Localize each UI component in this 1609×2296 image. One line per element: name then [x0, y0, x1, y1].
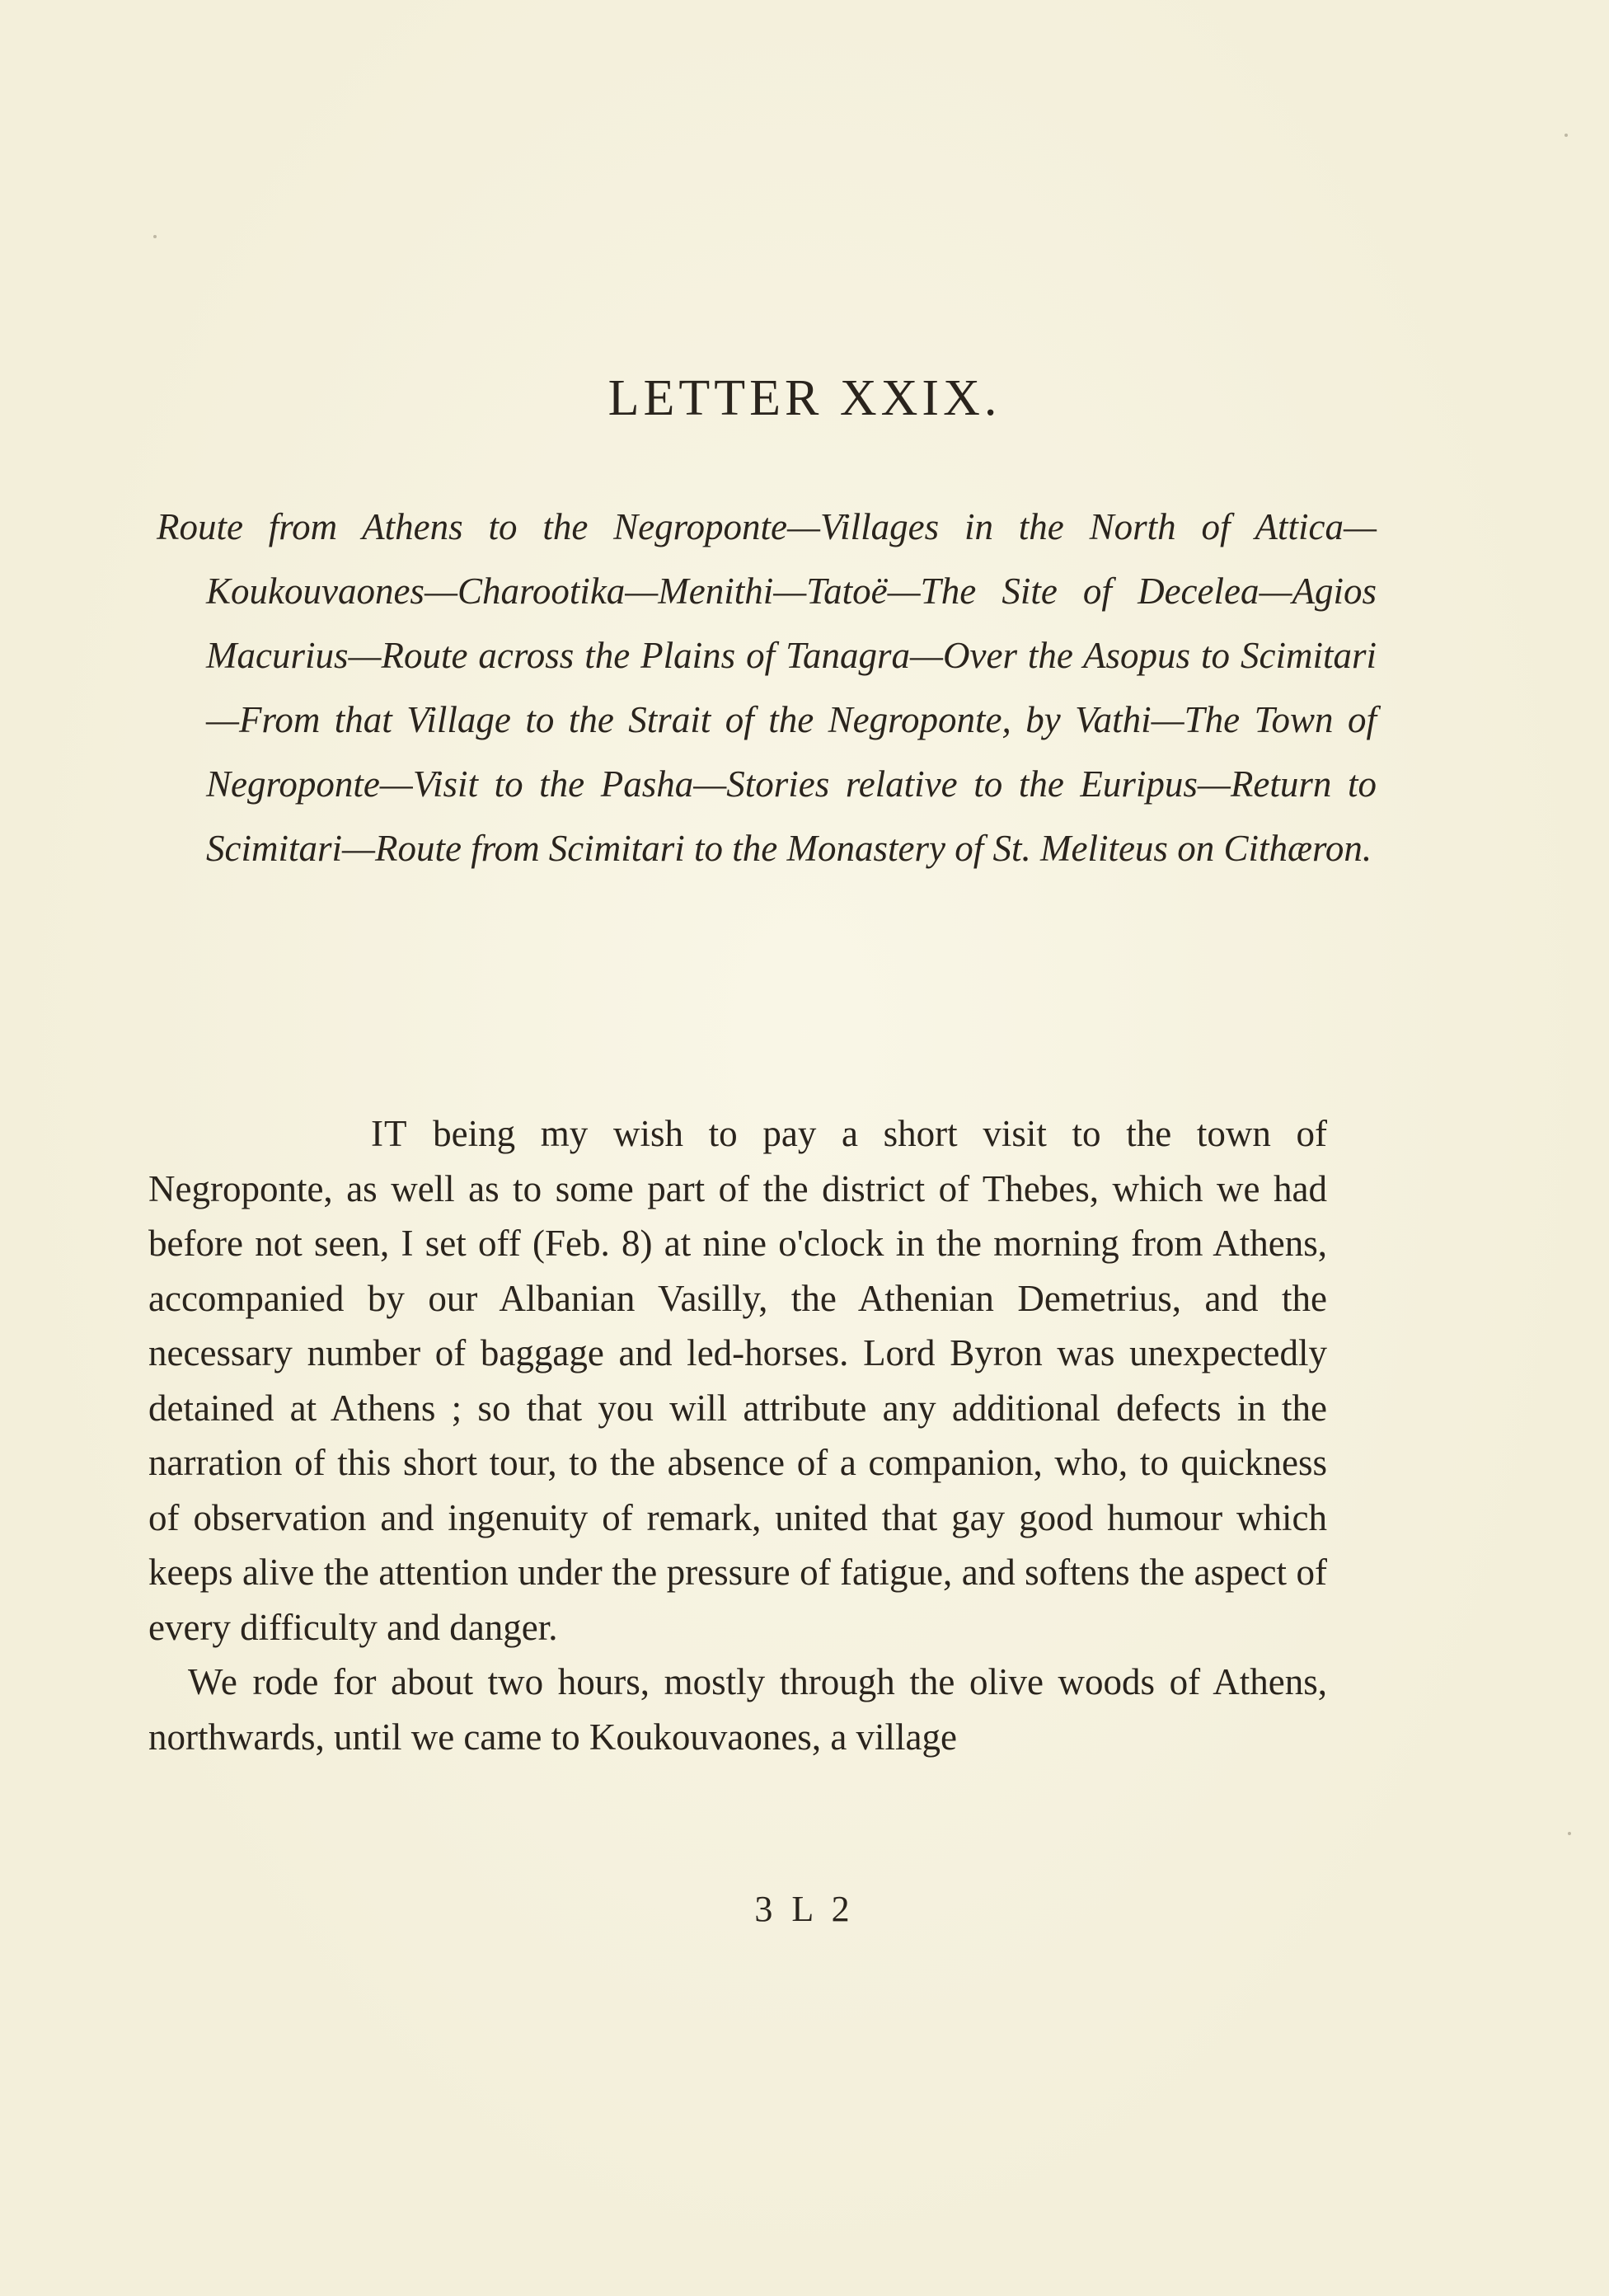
paragraph [148, 1106, 1327, 1655]
paper-speck [1564, 134, 1568, 137]
signature-mark: 3 L 2 [754, 1889, 855, 1929]
paper-speck [153, 235, 157, 238]
paper-speck [1568, 1832, 1571, 1835]
paragraph-lead: IT [371, 1113, 408, 1154]
paragraph-text: rode for about two hours, mostly through the olive woods of Athens, northwards, until we came to Koukouvaones, a village [148, 1661, 1327, 1758]
paragraph-text: being my wish to pay a short visit to the town of Negroponte, as well as to some part of the district of Thebes, which we had before not seen, I set off (Feb. 8) at nine o'clock in the morning from Athens, accompanied by our Albanian Vasilly, the Athenian Demetrius, and the necessary number of baggage and led-horses. Lord Byron was unexpectedly detained at Athens ; so that you will attribute any additional defects in the narration of this short tour, to the absence of a companion, who, to quickness of observation and ingenuity of remark, united that gay good humour which keeps alive the attention under the pressure of fatigue, and softens the aspect of every difficulty and danger. [148, 1113, 1327, 1648]
letter-title: LETTER XXIX. [607, 370, 1002, 426]
chapter-summary: Route from Athens to the Negroponte—Villages in the North of Attica—Koukouvaones—Charootika—Menithi—Tatoë—The Site of Decelea—Agios Macurius—Route across the Plains of Tanagra—Over the Asopus to Scimitari—From that Village to the Strait of the Negroponte, by Vathi—The Town of Negroponte—Visit to the Pasha—Stories relative to the Euripus—Return to Scimitari—Route from Scimitari to the Monastery of St. Meliteus on Cithæron. [157, 506, 1377, 869]
paragraph-lead: We [188, 1661, 238, 1702]
body-text [148, 1106, 1327, 1764]
paragraph [148, 1655, 1327, 1764]
